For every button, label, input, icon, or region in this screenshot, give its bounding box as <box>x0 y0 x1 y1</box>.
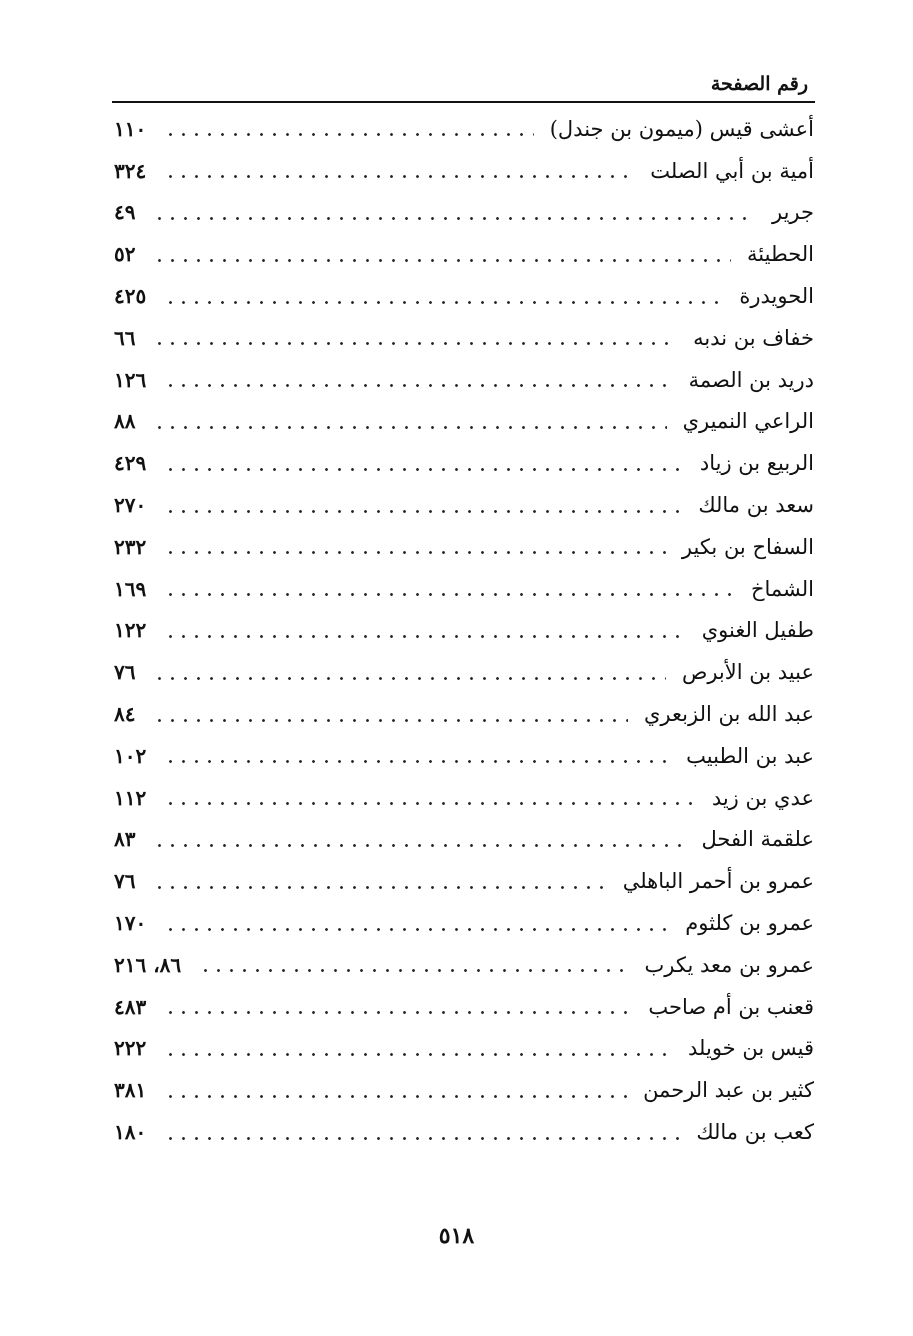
poet-name: عدي بن زيد <box>711 785 814 810</box>
page-reference: ١٧٠ <box>114 911 147 936</box>
index-entry <box>114 568 814 610</box>
index-entry <box>114 233 814 275</box>
index-list <box>114 108 814 1153</box>
poet-name: الشماخ <box>750 576 814 601</box>
poet-name: عبد الله بن الزبعري <box>643 702 814 727</box>
page-reference: ٥٢ <box>114 242 136 267</box>
page-number: ٥١٨ <box>438 1223 475 1249</box>
page-reference: ١٢٦ <box>114 367 147 392</box>
dot-leader <box>153 342 677 345</box>
page-reference: ٤٢٩ <box>114 451 147 476</box>
header-divider <box>112 101 815 103</box>
poet-name: الربيع بن زياد <box>699 451 814 476</box>
poet-name: عبد بن الطبيب <box>686 743 814 768</box>
dot-leader <box>164 593 735 596</box>
page-reference: ١٨٠ <box>114 1120 147 1145</box>
poet-name: عمرو بن معد يكرب <box>644 952 814 977</box>
index-entry <box>114 401 814 443</box>
poet-name: أعشى قيس (ميمون بن جندل) <box>549 116 814 141</box>
poet-name: كثير بن عبد الرحمن <box>643 1078 814 1103</box>
page-reference: ٢٣٢ <box>114 534 147 559</box>
poet-name: الراعي النميري <box>682 409 814 434</box>
index-entry <box>114 1111 814 1153</box>
index-entry <box>114 986 814 1028</box>
dot-leader <box>153 426 666 429</box>
index-entry <box>114 275 814 317</box>
index-entry <box>114 610 814 652</box>
poet-name: عمرو بن كلثوم <box>685 911 814 936</box>
index-entry <box>114 150 814 192</box>
dot-leader <box>153 217 756 220</box>
index-entry <box>114 1028 814 1070</box>
dot-leader <box>164 1053 672 1056</box>
poet-name: سعد بن مالك <box>698 493 814 518</box>
poet-name: خفاف بن ندبه <box>693 325 814 350</box>
page-reference: ١١٠ <box>114 116 147 141</box>
page-reference: ١٢٢ <box>114 618 147 643</box>
index-entry <box>114 359 814 401</box>
poet-name: الحطيئة <box>747 242 814 267</box>
index-entry <box>114 442 814 484</box>
page-reference: ٧٦ <box>114 869 136 894</box>
page-reference: ٤٢٥ <box>114 284 147 309</box>
dot-leader <box>164 510 682 513</box>
index-entry <box>114 192 814 234</box>
poet-name: علقمة الفحل <box>701 827 814 852</box>
dot-leader <box>164 1011 632 1014</box>
index-entry <box>114 777 814 819</box>
page-reference: ٣٨١ <box>114 1078 147 1103</box>
index-entry <box>114 693 814 735</box>
dot-leader <box>164 760 670 763</box>
dot-leader <box>199 969 628 972</box>
poet-name: قعنب بن أم صاحب <box>648 994 814 1019</box>
poet-name: طفيل الغنوي <box>701 618 814 643</box>
dot-leader <box>164 928 669 931</box>
poet-name: جرير <box>772 200 814 225</box>
index-entry <box>114 735 814 777</box>
poet-name: عمرو بن أحمر الباهلي <box>622 869 814 894</box>
dot-leader <box>164 635 686 638</box>
dot-leader <box>164 1095 627 1098</box>
page-reference: ٣٢٤ <box>114 158 147 183</box>
page-reference: ١٦٩ <box>114 576 147 601</box>
page-reference: ٢٧٠ <box>114 493 147 518</box>
dot-leader <box>153 886 606 889</box>
index-entry <box>114 902 814 944</box>
page-reference: ١١٢ <box>114 785 147 810</box>
page-column-heading: رقم الصفحة <box>710 73 808 95</box>
index-entry <box>114 317 814 359</box>
dot-leader <box>153 719 628 722</box>
index-entry <box>114 860 814 902</box>
poet-name: السفاح بن بكير <box>681 534 814 559</box>
poet-name: عبيد بن الأبرص <box>681 660 814 685</box>
index-entry <box>114 651 814 693</box>
dot-leader <box>164 175 634 178</box>
page-reference: ٨٤ <box>114 702 136 727</box>
dot-leader <box>164 468 684 471</box>
dot-leader <box>164 802 696 805</box>
poet-name: الحويدرة <box>739 284 814 309</box>
index-entry <box>114 526 814 568</box>
index-entry <box>114 1069 814 1111</box>
dot-leader <box>164 551 666 554</box>
dot-leader <box>164 384 672 387</box>
page-reference: ٢٢٢ <box>114 1036 147 1061</box>
page-reference: ١٠٢ <box>114 743 147 768</box>
poet-name: دريد بن الصمة <box>688 367 814 392</box>
page-reference: ٨٦، ٢١٦ <box>114 952 182 977</box>
page-reference: ٦٦ <box>114 325 136 350</box>
page-reference: ٧٦ <box>114 660 136 685</box>
poet-name: أمية بن أبي الصلت <box>650 158 814 183</box>
dot-leader <box>153 259 731 262</box>
dot-leader <box>164 133 534 136</box>
poet-name: كعب بن مالك <box>696 1120 814 1145</box>
dot-leader <box>164 1137 680 1140</box>
index-entry <box>114 484 814 526</box>
dot-leader <box>153 677 665 680</box>
index-entry <box>114 819 814 861</box>
dot-leader <box>164 301 723 304</box>
page-reference: ٤٩ <box>114 200 136 225</box>
page-reference: ٨٣ <box>114 827 136 852</box>
dot-leader <box>153 844 685 847</box>
page-reference: ٤٨٣ <box>114 994 147 1019</box>
index-entry <box>114 944 814 986</box>
index-entry <box>114 108 814 150</box>
page-reference: ٨٨ <box>114 409 136 434</box>
poet-name: قيس بن خويلد <box>688 1036 814 1061</box>
